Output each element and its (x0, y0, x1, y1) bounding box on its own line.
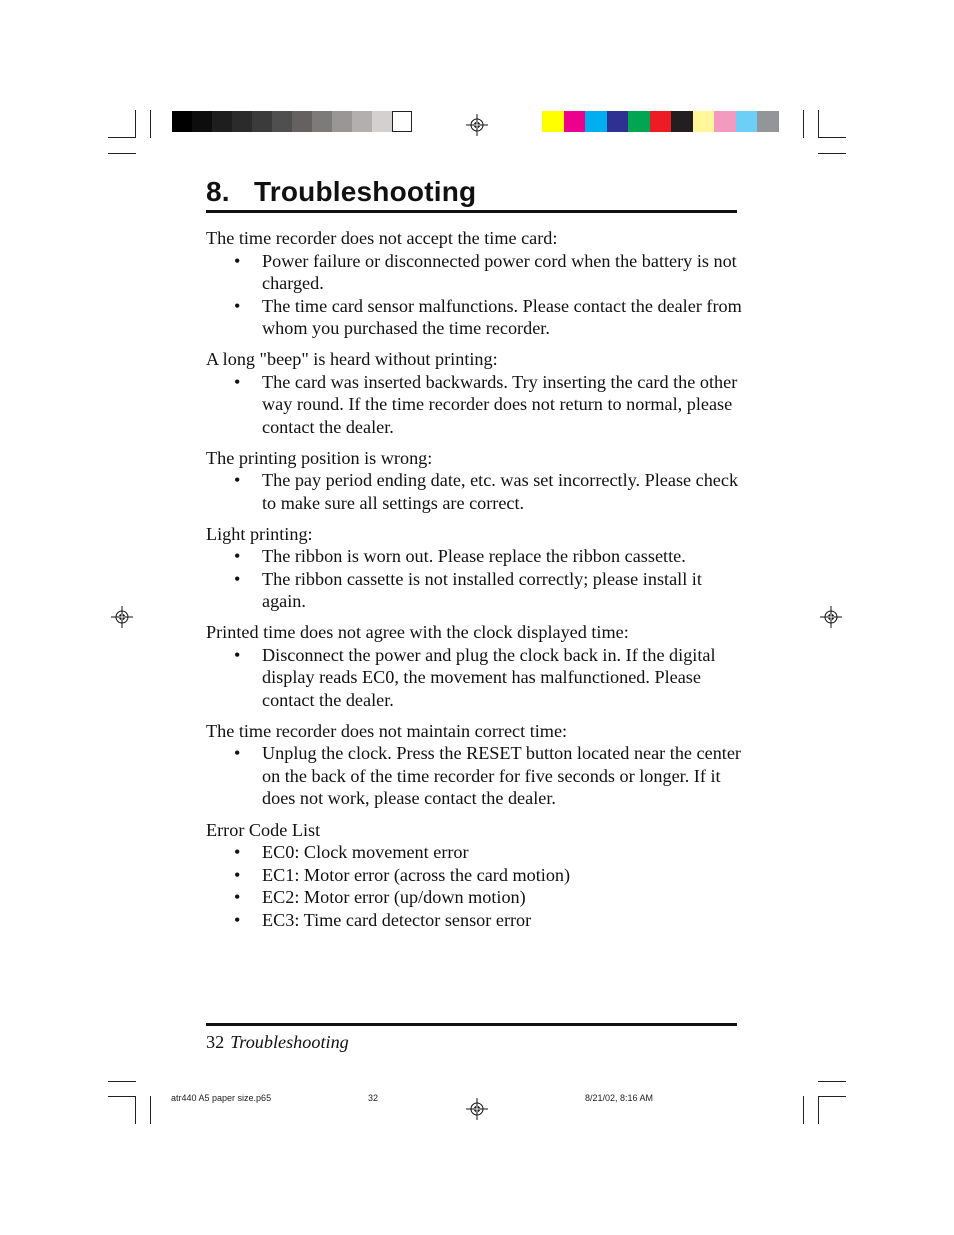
color-swatch (392, 111, 412, 132)
section-heading: Printed time does not agree with the clock displayed time: (206, 622, 629, 643)
color-swatch (714, 111, 736, 132)
section-heading: The printing position is wrong: (206, 447, 433, 468)
section (206, 523, 746, 613)
chapter-number: 8. (206, 176, 230, 207)
section-heading: The time recorder does not maintain correct time: (206, 720, 568, 741)
color-swatch (332, 111, 352, 132)
bullet-icon: • (234, 864, 241, 885)
crop-mark (818, 153, 846, 154)
color-swatch (272, 111, 292, 132)
crop-mark (803, 110, 804, 138)
color-swatch (650, 111, 672, 132)
bullet-icon: • (234, 371, 241, 392)
list-item (206, 371, 746, 439)
section-heading: The time recorder does not accept the time card: (206, 228, 558, 248)
crop-mark (108, 153, 136, 154)
list-item (206, 469, 746, 514)
section (206, 227, 746, 340)
list-item-text: The ribbon cassette is not installed correctly; please install it again. (262, 568, 702, 612)
list-item-text: Disconnect the power and plug the clock back in. If the digital display reads EC0, the movement has malfunctioned. Please contact the dealer. (262, 644, 716, 710)
slug-filename: atr440 A5 paper size.p65 (171, 1093, 272, 1103)
list-item (206, 742, 746, 810)
page-footer (206, 1032, 349, 1053)
color-swatch (232, 111, 252, 132)
crop-mark (135, 1096, 136, 1124)
list-item-text: EC1: Motor error (across the card motion) (262, 864, 571, 885)
bullet-icon: • (234, 887, 241, 908)
registration-mark-icon (466, 1098, 488, 1120)
section (206, 348, 746, 438)
crop-mark (150, 110, 151, 138)
color-swatch (192, 111, 212, 132)
registration-mark-icon (111, 606, 133, 628)
troubleshooting-content (206, 227, 746, 940)
chapter-title: Troubleshooting (254, 176, 477, 207)
list-item-text: Unplug the clock. Press the RESET button located near the center on the back of the time recorder for five seconds or longer. If it does not work, please contact the dealer. (262, 743, 741, 809)
registration-mark-icon (466, 114, 488, 136)
color-swatch (607, 111, 629, 132)
page-title (206, 174, 737, 213)
crop-mark (818, 137, 846, 138)
section-heading: Error Code List (206, 819, 321, 840)
slug-page: 32 (368, 1093, 379, 1103)
bullet-icon: • (234, 470, 241, 491)
list-item-text: EC0: Clock movement error (262, 842, 469, 863)
color-swatch (585, 111, 607, 132)
list-item (206, 568, 746, 613)
bullet-icon: • (234, 295, 241, 316)
crop-mark (108, 137, 136, 138)
color-swatch (172, 111, 192, 132)
color-swatch (736, 111, 758, 132)
footer-label: Troubleshooting (230, 1032, 349, 1052)
bullet-list (206, 371, 746, 439)
color-swatch (628, 111, 650, 132)
bullet-list (206, 545, 746, 613)
crop-mark (818, 1096, 819, 1124)
list-item (206, 644, 746, 712)
list-item-text: The card was inserted backwards. Try inserting the card the other way round. If the time recorder does not return to normal, please contact the dealer. (262, 371, 738, 437)
bullet-list (206, 644, 746, 712)
page-number: 32 (206, 1032, 225, 1052)
crop-mark (818, 110, 819, 138)
bullet-list (206, 742, 746, 810)
bullet-icon: • (234, 743, 241, 764)
slug-date: 8/21/02, 8:16 AM (585, 1093, 654, 1103)
crop-mark (150, 1096, 151, 1124)
list-item-text: The pay period ending date, etc. was set incorrectly. Please check to make sure all settings are correct. (262, 470, 739, 513)
bullet-icon: • (234, 909, 241, 930)
color-swatch (312, 111, 332, 132)
list-item-text: Power failure or disconnected power cord when the battery is not charged. (262, 250, 737, 293)
section-heading: A long "beep" is heard without printing: (206, 349, 498, 370)
list-item-text: EC2: Motor error (up/down motion) (262, 887, 526, 908)
bullet-icon: • (234, 644, 241, 665)
section (206, 720, 746, 810)
color-swatch (252, 111, 272, 132)
list-item (206, 909, 746, 932)
color-swatch (352, 111, 372, 132)
color-swatch (757, 111, 779, 132)
section-heading: Light printing: (206, 523, 313, 544)
bullet-list (206, 841, 746, 931)
color-swatch (372, 111, 392, 132)
list-item (206, 886, 746, 909)
bullet-icon: • (234, 568, 241, 589)
color-swatch (671, 111, 693, 132)
color-swatch (542, 111, 564, 132)
bullet-icon: • (234, 546, 241, 567)
color-swatch (693, 111, 715, 132)
color-swatch (564, 111, 586, 132)
section (206, 621, 746, 711)
bullet-icon: • (234, 250, 241, 271)
crop-mark (135, 110, 136, 138)
section (206, 447, 746, 515)
list-item (206, 841, 746, 864)
bullet-list (206, 469, 746, 514)
list-item (206, 250, 746, 295)
list-item-text: EC3: Time card detector sensor error (262, 909, 532, 930)
registration-mark-icon (820, 606, 842, 628)
bullet-icon: • (234, 842, 241, 863)
crop-mark (803, 1096, 804, 1124)
color-swatch (292, 111, 312, 132)
section (206, 819, 746, 932)
crop-mark (108, 1096, 136, 1097)
footer-rule (206, 1023, 737, 1026)
list-item (206, 545, 746, 568)
bullet-list (206, 250, 746, 340)
list-item-text: The time card sensor malfunctions. Please contact the dealer from whom you purchased the time recorder. (262, 295, 742, 338)
list-item (206, 295, 746, 340)
color-swatch (212, 111, 232, 132)
crop-mark (818, 1096, 846, 1097)
crop-mark (108, 1081, 136, 1082)
list-item (206, 864, 746, 887)
crop-mark (818, 1081, 846, 1082)
list-item-text: The ribbon is worn out. Please replace the ribbon cassette. (262, 546, 686, 567)
